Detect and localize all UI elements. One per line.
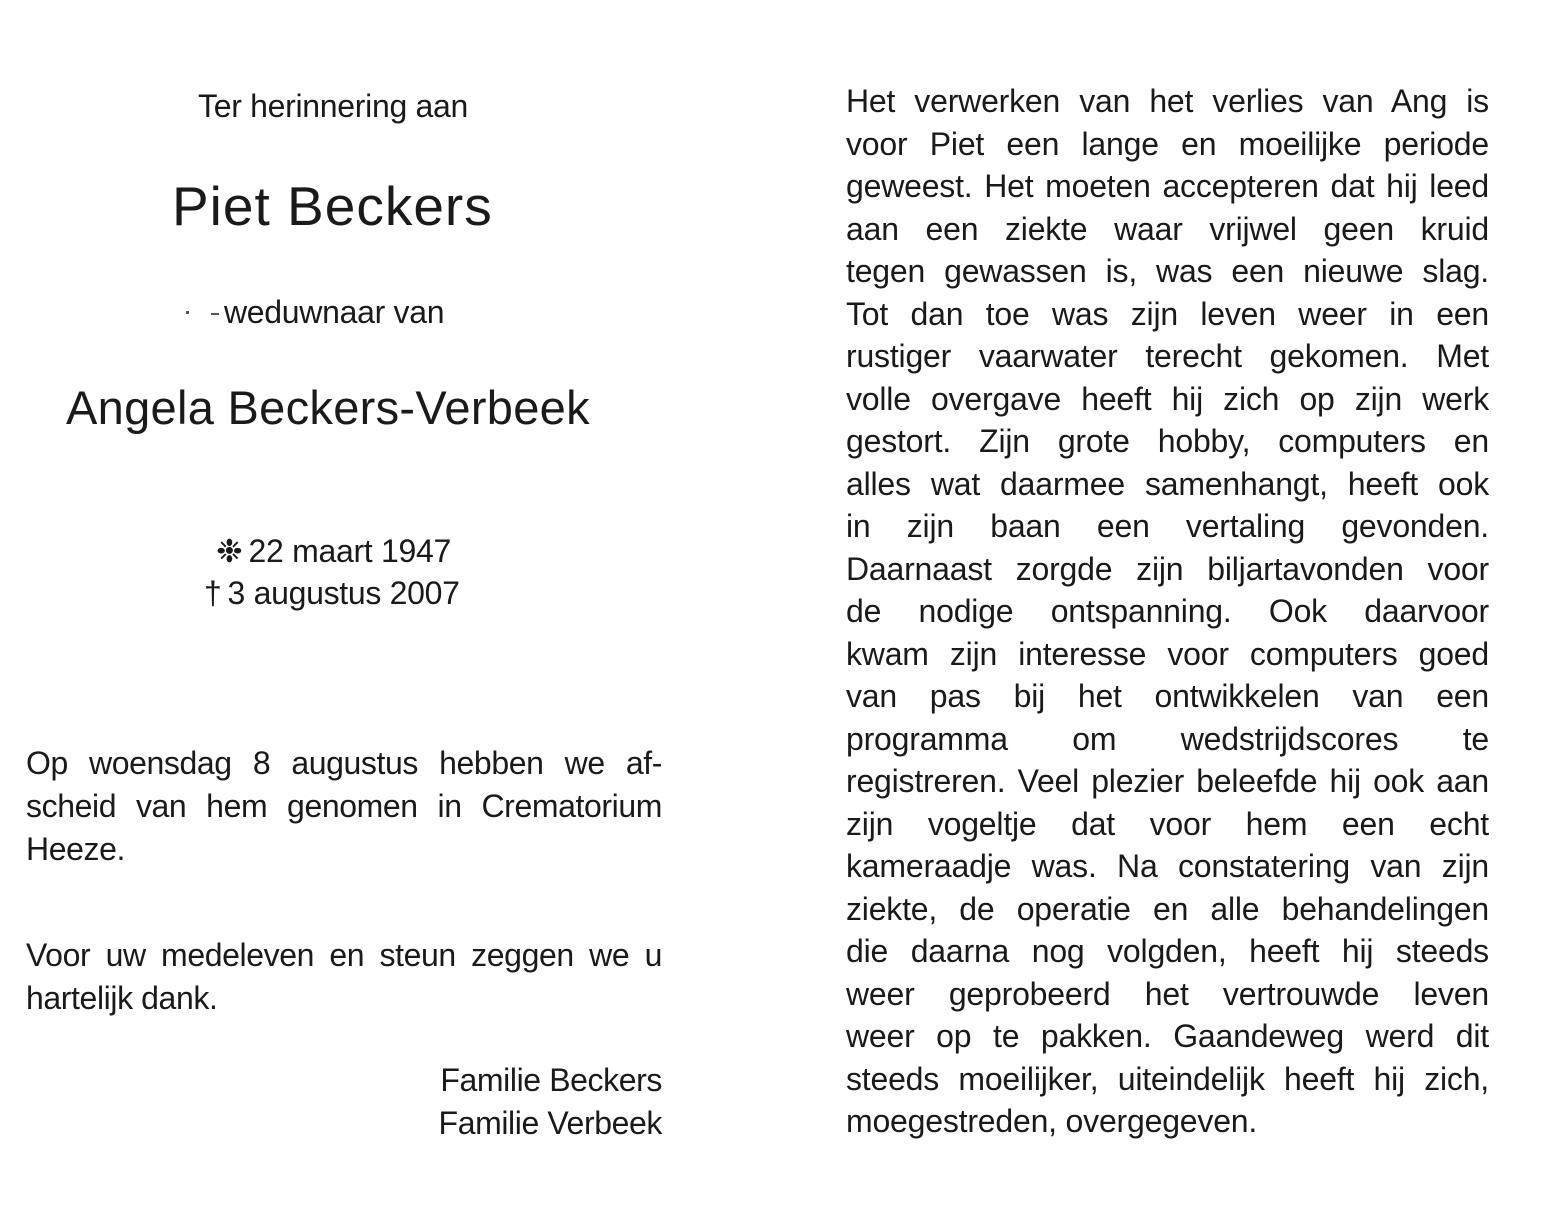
farewell-paragraph: [26, 742, 662, 871]
death-date-line: [204, 575, 460, 612]
farewell-line: Heeze.: [26, 831, 125, 867]
signature-beckers: Familie Beckers: [440, 1062, 662, 1098]
story-line: registreren. Veel plezier beleefde hij ook aan: [846, 763, 1489, 799]
intro-text: Ter herinnering aan: [198, 88, 469, 124]
story-line: geweest. Het moeten accepteren dat hij leed: [846, 168, 1489, 204]
left-panel: [0, 0, 760, 1218]
story-line: van pas bij het ontwikkelen van een: [846, 678, 1489, 714]
thanks-line: Voor uw medeleven en steun zeggen we u: [26, 937, 662, 973]
farewell-line: Op woensdag 8 augustus hebben we af-: [26, 745, 662, 781]
story-line: zijn vogeltje dat voor hem een echt: [846, 805, 1489, 842]
story-line: steeds moeilijker, uiteindelijk heeft hij zich,: [846, 1060, 1489, 1097]
thanks-line: hartelijk dank.: [26, 980, 218, 1016]
death-date: 3 augustus 2007: [227, 575, 460, 611]
story-line: tegen gewassen is, was een nieuwe slag.: [846, 253, 1489, 289]
signature-verbeek: Familie Verbeek: [438, 1105, 662, 1141]
story-line: volle overgave heeft hij zich op zijn werk: [846, 380, 1489, 417]
story-line: weer op te pakken. Gaandeweg werd dit: [846, 1018, 1489, 1054]
story-line: Daarnaast zorgde zijn biljartavonden voor: [846, 550, 1489, 587]
story-line: ziekte, de operatie en alle behandelingen: [846, 890, 1489, 927]
scan-speck: [211, 313, 219, 315]
spouse-name: Angela Beckers-Verbeek: [66, 381, 590, 434]
story-line: Tot dan toe was zijn leven weer in een: [846, 295, 1489, 332]
story-line: die daarna nog volgden, heeft hij steeds: [846, 933, 1489, 969]
story-line: kwam zijn interesse voor computers goed: [846, 635, 1489, 672]
cross-icon: †: [204, 575, 222, 611]
story-line: rustiger vaarwater terecht gekomen. Met: [846, 338, 1489, 374]
life-story: [846, 80, 1489, 1143]
story-line: de nodige ontspanning. Ook daarvoor: [846, 593, 1489, 629]
farewell-line: scheid van hem genomen in Crematorium: [26, 788, 662, 824]
story-line: moegestreden, overgegeven.: [846, 1103, 1258, 1139]
deceased-name: Piet Beckers: [172, 175, 493, 237]
story-line: aan een ziekte waar vrijwel geen kruid: [846, 210, 1489, 247]
story-line: gestort. Zijn grote hobby, computers en: [846, 423, 1489, 459]
right-panel: [846, 80, 1489, 1143]
story-line: Het verwerken van het verlies van Ang is: [846, 83, 1489, 119]
birth-date-line: [216, 532, 451, 570]
star-icon: ❉: [216, 533, 243, 569]
story-line: weer geprobeerd het vertrouwde leven: [846, 975, 1489, 1012]
story-line: kameraadje was. Na constatering van zijn: [846, 848, 1489, 884]
story-line: in zijn baan een vertaling gevonden.: [846, 508, 1489, 544]
birth-date: 22 maart 1947: [248, 533, 451, 569]
story-line: voor Piet een lange en moeilijke periode: [846, 125, 1489, 162]
scan-speck: [186, 311, 189, 314]
relation-text: weduwnaar van: [224, 294, 445, 330]
story-line: alles wat daarmee samenhangt, heeft ook: [846, 465, 1489, 502]
story-line: programma om wedstrijdscores te: [846, 720, 1489, 757]
thanks-paragraph: [26, 934, 662, 1020]
